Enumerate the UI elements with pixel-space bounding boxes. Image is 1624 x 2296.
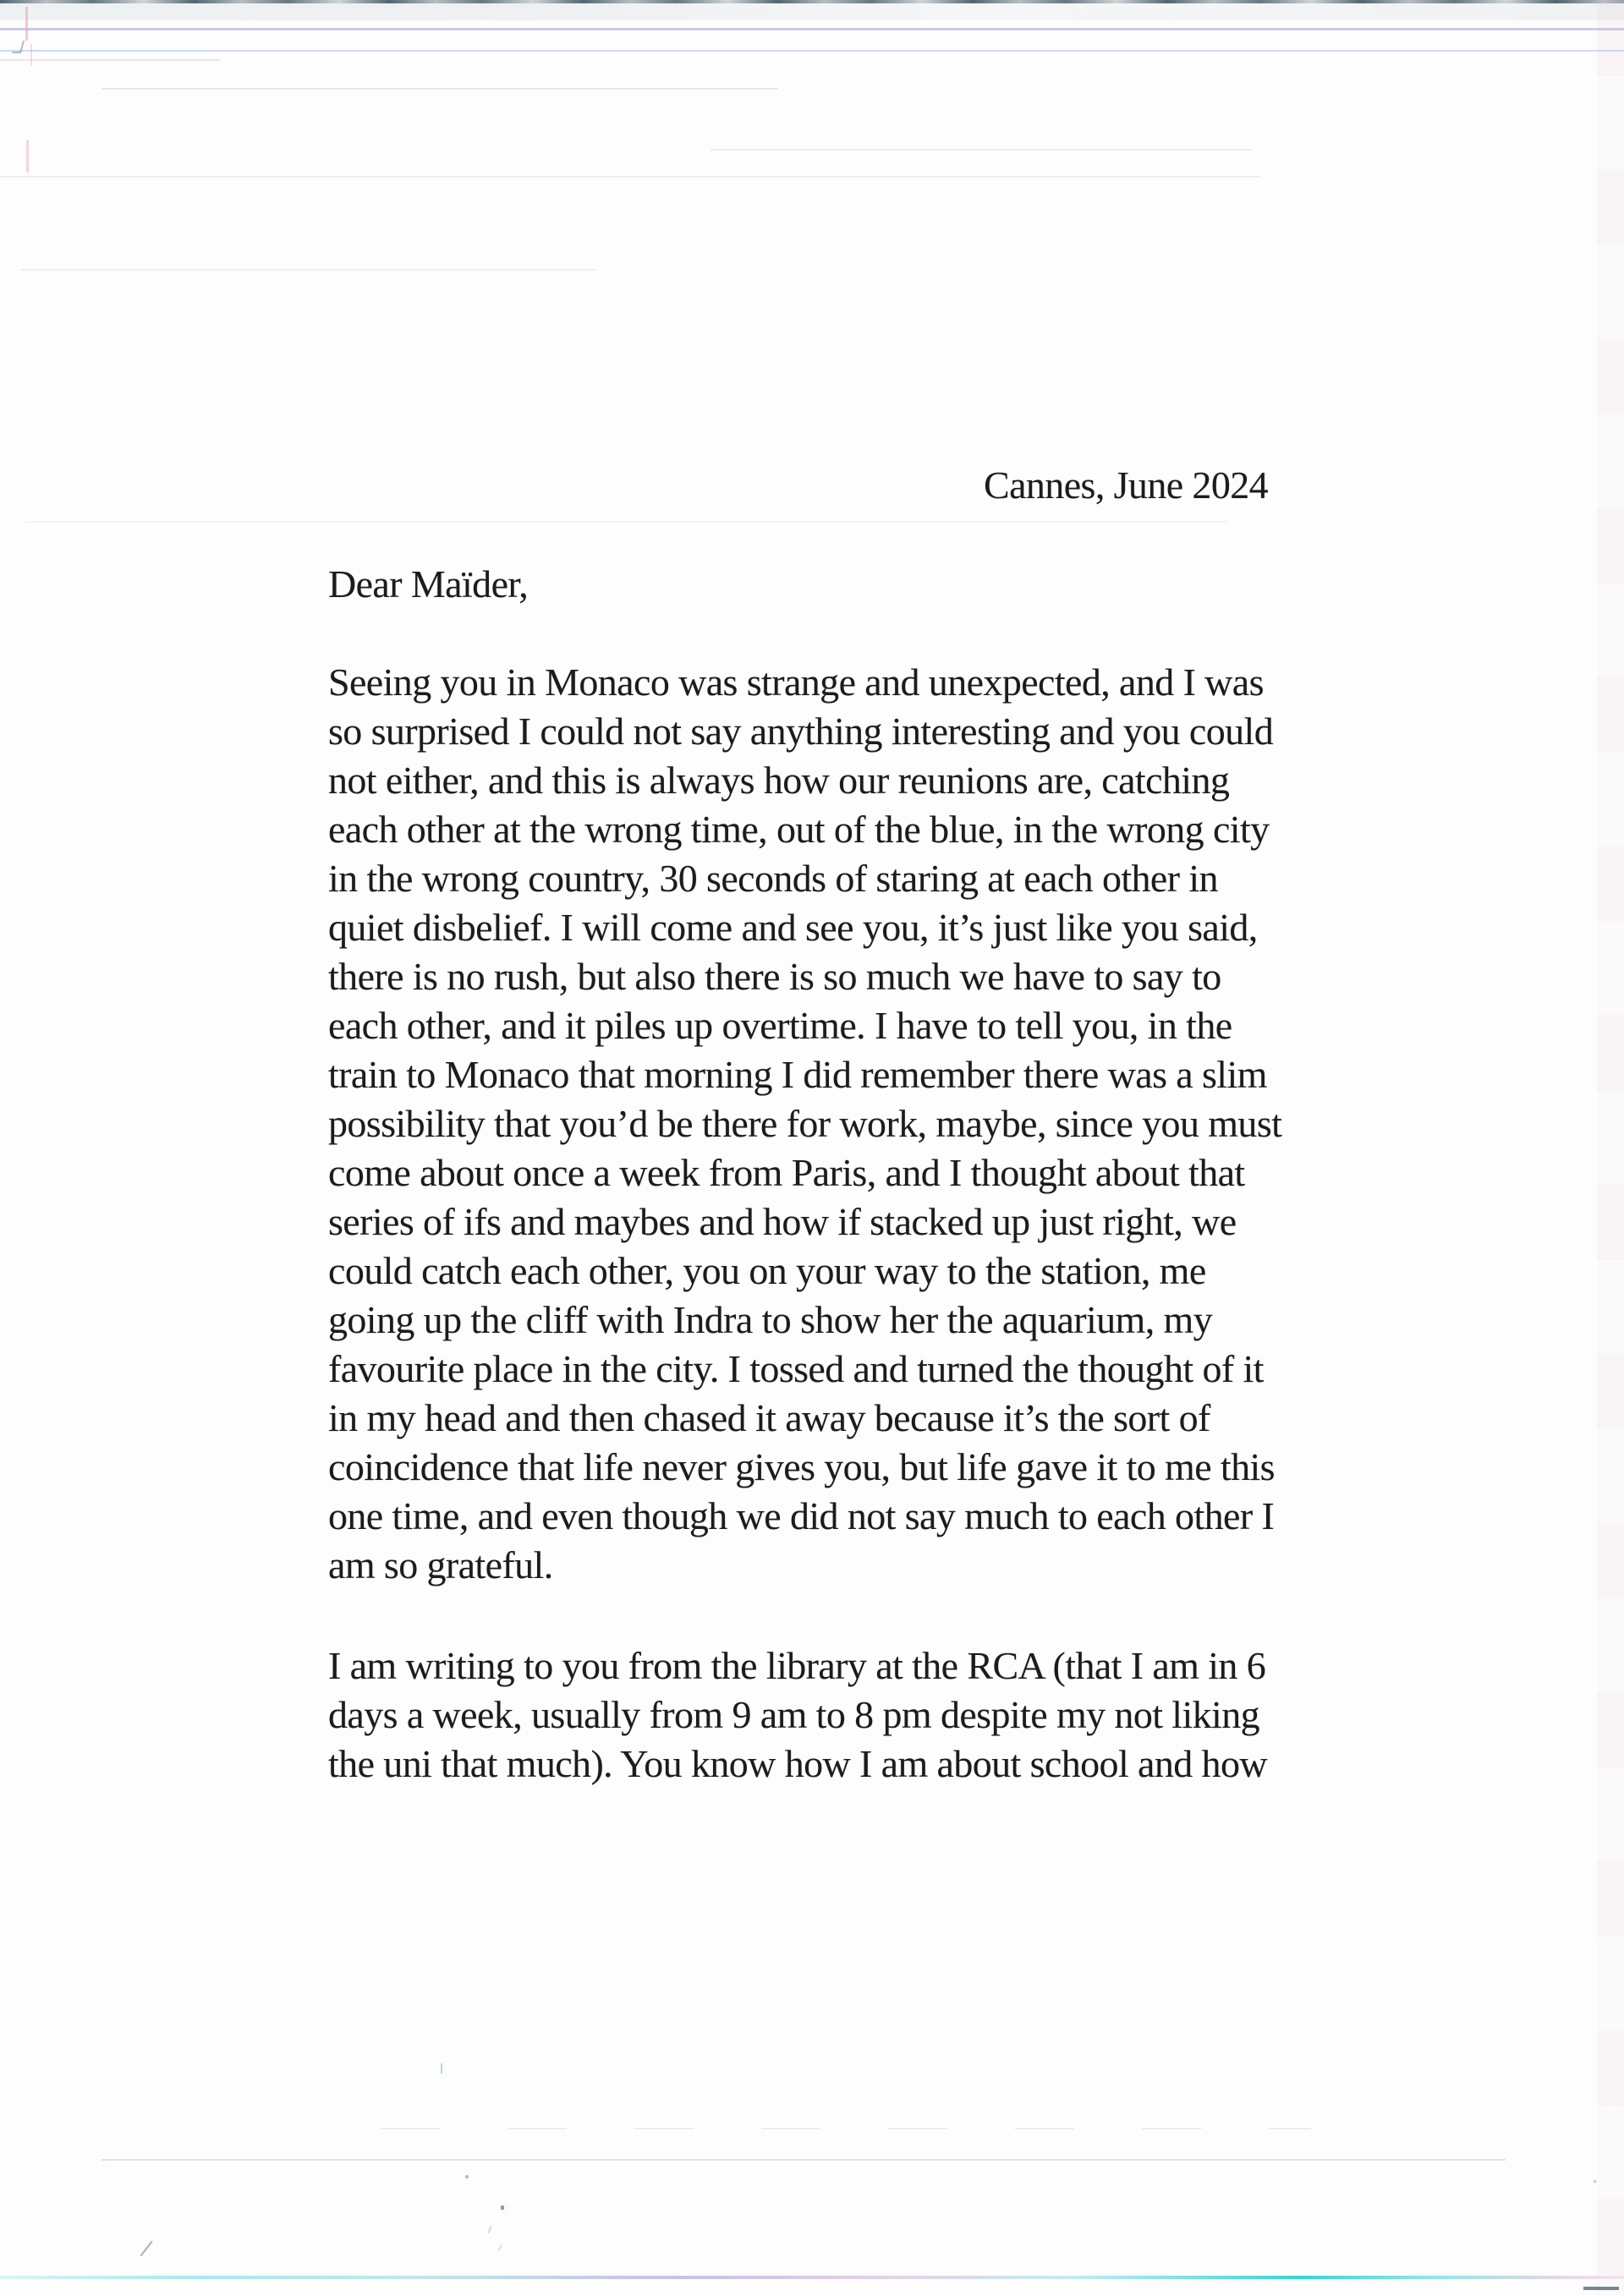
scan-artifact-streak [102, 88, 778, 90]
scan-artifact-speck [501, 2206, 504, 2210]
scan-artifact-speck [1594, 2180, 1596, 2183]
scan-artifact-speck [465, 2175, 469, 2178]
letter-line: in the wrong country, 30 seconds of staring at each other in [328, 857, 1218, 900]
scan-artifact-cyan-line [0, 2276, 1624, 2279]
letter-salutation: Dear Maïder, [328, 562, 529, 606]
letter-line: favourite place in the city. I tossed and turned the thought of it [328, 1347, 1264, 1390]
letter-line: train to Monaco that morning I did remember there was a slim [328, 1053, 1267, 1096]
letter-line: quiet disbelief. I will come and see you, it’s just like you said, [328, 906, 1258, 949]
scan-artifact-streak [25, 521, 1226, 523]
scan-artifact-right-strip [1597, 0, 1624, 2296]
scan-artifact-streak [21, 269, 596, 271]
letter-line: not either, and this is always how our reunions are, catching [328, 759, 1230, 802]
scan-artifact-streak [0, 59, 220, 61]
scan-artifact-speck [497, 2244, 502, 2251]
scan-artifact-streak [381, 2128, 1311, 2129]
letter-paragraph-2 [328, 1641, 1267, 1789]
letter-line: one time, and even though we did not say much to each other I [328, 1494, 1275, 1537]
scan-artifact-pink-dash [25, 7, 28, 41]
letter-line: come about once a week from Paris, and I thought about that [328, 1151, 1245, 1194]
letter-line: in my head and then chased it away because it’s the sort of [328, 1396, 1210, 1439]
letter-line: could catch each other, you on your way to the station, me [328, 1249, 1206, 1292]
letter-line: possibility that you’d be there for work, maybe, since you must [328, 1102, 1282, 1145]
scan-artifact-pink-dash [30, 44, 32, 66]
scan-artifact-blue-line [0, 50, 1624, 52]
scan-artifact-corner-dash [1583, 2287, 1619, 2290]
letter-line: coincidence that life never gives you, but life gave it to me this [328, 1445, 1275, 1488]
letter-paragraph-1 [328, 658, 1281, 1590]
scan-artifact-top-mottle [0, 3, 1624, 20]
scan-artifact-pink-dash [26, 140, 29, 173]
scan-artifact-slash [140, 2241, 152, 2257]
letter-line: each other, and it piles up overtime. I have to tell you, in the [328, 1004, 1232, 1047]
scan-artifact-pencil-mark [12, 41, 25, 53]
letter-line: each other at the wrong time, out of the blue, in the wrong city [328, 808, 1270, 851]
scan-artifact-top-band [0, 0, 1624, 3]
letter-line: days a week, usually from 9 am to 8 pm despite my not liking [328, 1693, 1260, 1736]
letter-line: series of ifs and maybes and how if stacked up just right, we [328, 1200, 1237, 1243]
letter-line: I am writing to you from the library at the RCA (that I am in 6 [328, 1644, 1266, 1687]
scan-artifact-speck [441, 2063, 442, 2074]
letter-line: going up the cliff with Indra to show her the aquarium, my [328, 1298, 1213, 1341]
letter-line: there is no rush, but also there is so much we have to say to [328, 955, 1221, 998]
scan-artifact-speck [488, 2226, 492, 2233]
letter-line: am so grateful. [328, 1543, 553, 1586]
scan-artifact-streak [0, 176, 1260, 178]
letter-date-line: Cannes, June 2024 [984, 463, 1269, 507]
letter-line: so surprised I could not say anything interesting and you could [328, 710, 1274, 753]
letter-line: Seeing you in Monaco was strange and unexpected, and I was [328, 660, 1264, 704]
scan-artifact-blue-line [102, 2159, 1506, 2161]
scan-artifact-lavender-line [0, 28, 1624, 30]
scan-artifact-streak [710, 149, 1252, 151]
letter-line: the uni that much). You know how I am about school and how [328, 1742, 1267, 1785]
